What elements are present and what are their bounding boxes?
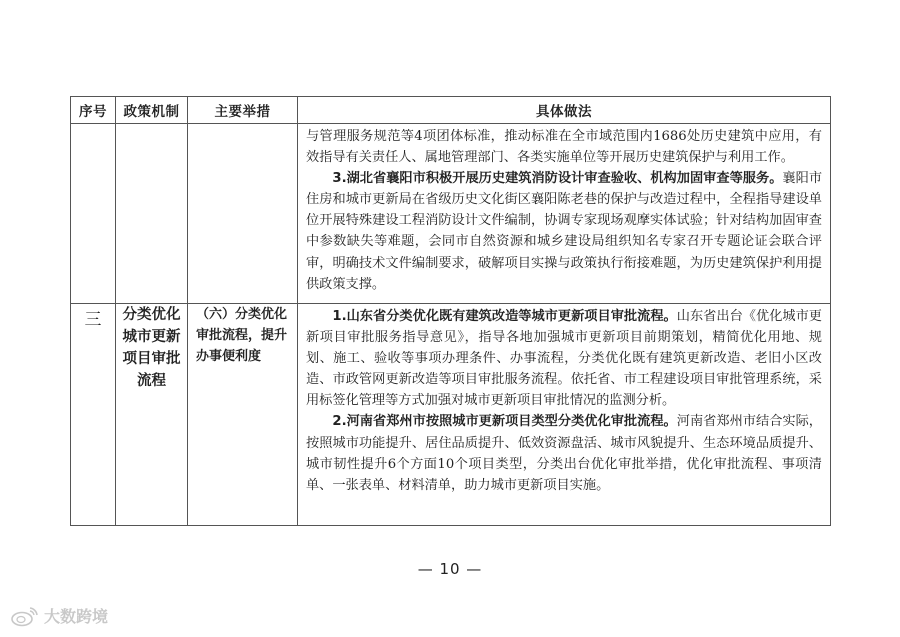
header-practice: 具体做法	[298, 97, 831, 124]
practice-item-title: 3.湖北省襄阳市积极开展历史建筑消防设计审查验收、机构加固审查等服务。	[332, 171, 783, 187]
page-number: — 10 —	[417, 560, 483, 578]
watermark-text: 大数跨境	[44, 607, 109, 626]
measure-cell-empty	[188, 124, 298, 304]
policy-table	[70, 96, 831, 526]
header-mechanism: 政策机制	[116, 97, 188, 124]
header-serial: 序号	[71, 97, 116, 124]
serial-cell-empty	[71, 124, 116, 304]
practice-item	[306, 168, 822, 295]
practice-cell	[298, 124, 831, 304]
practice-item-body: 襄阳市住房和城市更新局在省级历史文化街区襄阳陈老巷的保护与改造过程中，全程指导建设单位开展特殊建设工程消防设计文件编制，协调专家现场观摩实体试验；针对结构加固审查中参数缺失等难题，会同市自然资源和城乡建设局组织知名专家召开专题论证会联合评审，明确技术文件编制要求，破解项目实操与政策执行衔接难题，为历史建筑保护利用提供政策支撑。	[306, 171, 823, 292]
header-measure: 主要举措	[188, 97, 298, 124]
table-row	[71, 124, 831, 304]
continued-paragraph: 与管理服务规范等4项团体标准，推动标准在全市域范围内1686处历史建筑中应用，有效指导有关责任人、属地管理部门、各类实施单位等开展历史建筑保护与利用工作。	[306, 129, 822, 166]
practice-item-title: 1.山东省分类优化既有建筑改造等城市更新项目审批流程。	[332, 309, 677, 324]
mechanism-cell-empty	[116, 124, 188, 304]
table-row	[71, 304, 831, 526]
measure-cell: （六）分类优化审批流程，提升办事便利度	[188, 304, 298, 526]
practice-item-title: 2.河南省郑州市按照城市更新项目类型分类优化审批流程。	[332, 414, 677, 430]
practice-cell	[298, 304, 831, 526]
practice-item	[306, 411, 822, 495]
serial-cell: 三	[71, 304, 116, 526]
practice-item	[306, 306, 822, 411]
watermark	[10, 604, 108, 627]
mechanism-cell: 分类优化城市更新项目审批流程	[116, 304, 188, 526]
practice-item-body: 河南省郑州市结合实际，按照城市功能提升、居住品质提升、低效资源盘活、城市风貌提升、生态环境品质提升、城市韧性提升6个方面10个项目类型，分类出台优化审批举措，优化审批流程、事项清单、一张表单、材料清单，助力城市更新项目实施。	[306, 414, 822, 493]
table-header-row	[71, 97, 831, 124]
practice-item-body: 山东省出台《优化城市更新项目审批服务指导意见》，指导各地加强城市更新项目前期策划，精简优化用地、规划、施工、验收等事项办理条件、办事流程，分类优化既有建筑更新改造、老旧小区改造、市政管网更新改造等项目审批服务流程。依托省、市工程建设项目审批管理系统，采用标签化管理等方式加强对城市更新项目审批情况的监测分析。	[306, 309, 822, 409]
weibo-logo-icon	[10, 605, 40, 627]
